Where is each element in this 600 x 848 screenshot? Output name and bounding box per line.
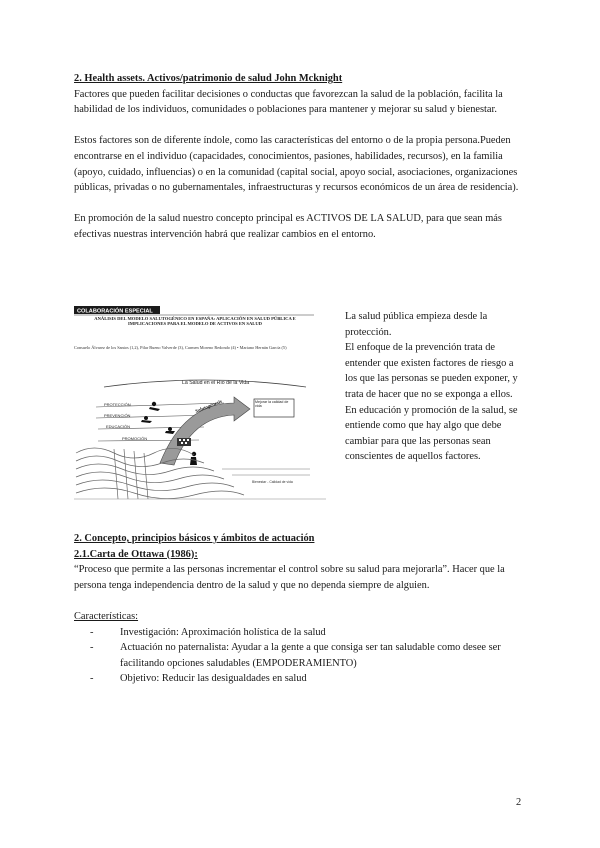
section-1 (74, 71, 524, 243)
arrow-box-text: Mejorar la calidad de vida (255, 400, 289, 409)
figure-banner: COLABORACIÓN ESPECIAL (77, 308, 153, 315)
side-paragraph-2: El enfoque de la prevención trata de entender que existen factores de riesgo a los que las personas se pueden exponer, y trata de hacer que no se exponga a ellos. (345, 342, 518, 400)
list-item: - Investigación: Aproximación holística de la salud (74, 625, 524, 641)
section-2-heading: 2. Concepto, principios básicos y ámbitos de actuación (74, 533, 315, 544)
section-1-heading: 2. Health assets. Activos/patrimonio de salud John Mcknight (74, 73, 343, 84)
section-2-subheading: 2.1.Carta de Ottawa (1986): (74, 548, 198, 560)
label-bottom: Bienestar - Calidad de vida (252, 480, 293, 484)
page-number: 2 (516, 797, 522, 808)
section-1-paragraph-1: Factores que pueden facilitar decisiones o conductas que favorezcan la salud de la población, facilita la habilidad de los individuos, comunidades o poblaciones para mantener y mejorar su salud y bienestar. (74, 88, 503, 116)
figure-title: ANÁLISIS DEL MODELO SALUTOGÉNICO EN ESPAÑA: APLICACIÓN EN SALUD PÚBLICA E IMPLICACIONES PARA EL MODELO DE ACTIVOS EN SALUD (94, 316, 296, 327)
river-title: La Salud en el Río de la Vida (182, 380, 250, 386)
characteristics-title: Características: (74, 610, 139, 622)
salutogenic-model-figure (74, 303, 326, 503)
characteristics-list (74, 625, 524, 687)
figure-authors: Consuelo Álvarez de los Santos (1,2), Pilar Bueno Valverde (3), Carmen Moreno Redondo (4) • Mariano Hernán García (5) (74, 345, 287, 350)
side-text (345, 309, 523, 465)
label-promocion: PROMOCIÓN (122, 436, 148, 441)
list-item: - Objetivo: Reducir las desigualdades en salud (74, 671, 524, 687)
ottawa-quote: “Proceso que permite a las personas incrementar el control sobre su salud para mejorarla”. Hacer que la persona tenga independencia dentro de la salud y que no dependa siempre de alguien. (74, 564, 505, 591)
label-proteccion: PROTECCIÓN (104, 402, 131, 407)
list-item: - Actuación no paternalista: Ayudar a la gente a que consiga ser tan saludable como desee ser facilitando opciones saludables (EMPODERAMIENTO) (74, 640, 524, 671)
section-1-paragraph-2: Estos factores son de diferente índole, como las características del entorno o de la propia persona.Pueden encontrarse en el individuo (capacidades, conocimientos, pasiones, habilidades, recursos), en la familia (apoyo, cuidado, influencias) o en la comunidad (capital social, apoyo social, asociaciones, organizaciones públicas, privadas o no gubernamentales, infraestructuras y recursos económicos de un área de residencia). (74, 135, 519, 194)
side-paragraph-3: En educación y promoción de la salud, se entiende como que hay algo que debe cambiar para que las personas sean conscientes de aquellos factores. (345, 404, 518, 463)
label-educacion: EDUCACIÓN (106, 424, 131, 429)
river-of-life-illustration (74, 303, 326, 503)
checkered-block (177, 438, 191, 446)
label-prevencion: PREVENCIÓN (104, 413, 131, 418)
section-2 (74, 531, 524, 687)
label-salutogenesis: Salutogénesis (194, 399, 224, 415)
side-paragraph-1: La salud pública empieza desde la protección. (345, 311, 488, 338)
section-1-paragraph-3: En promoción de la salud nuestro concepto principal es ACTIVOS DE LA SALUD, para que sean más efectivas nuestras intervención habrá que realizar cambios en el entorno. (74, 213, 502, 240)
